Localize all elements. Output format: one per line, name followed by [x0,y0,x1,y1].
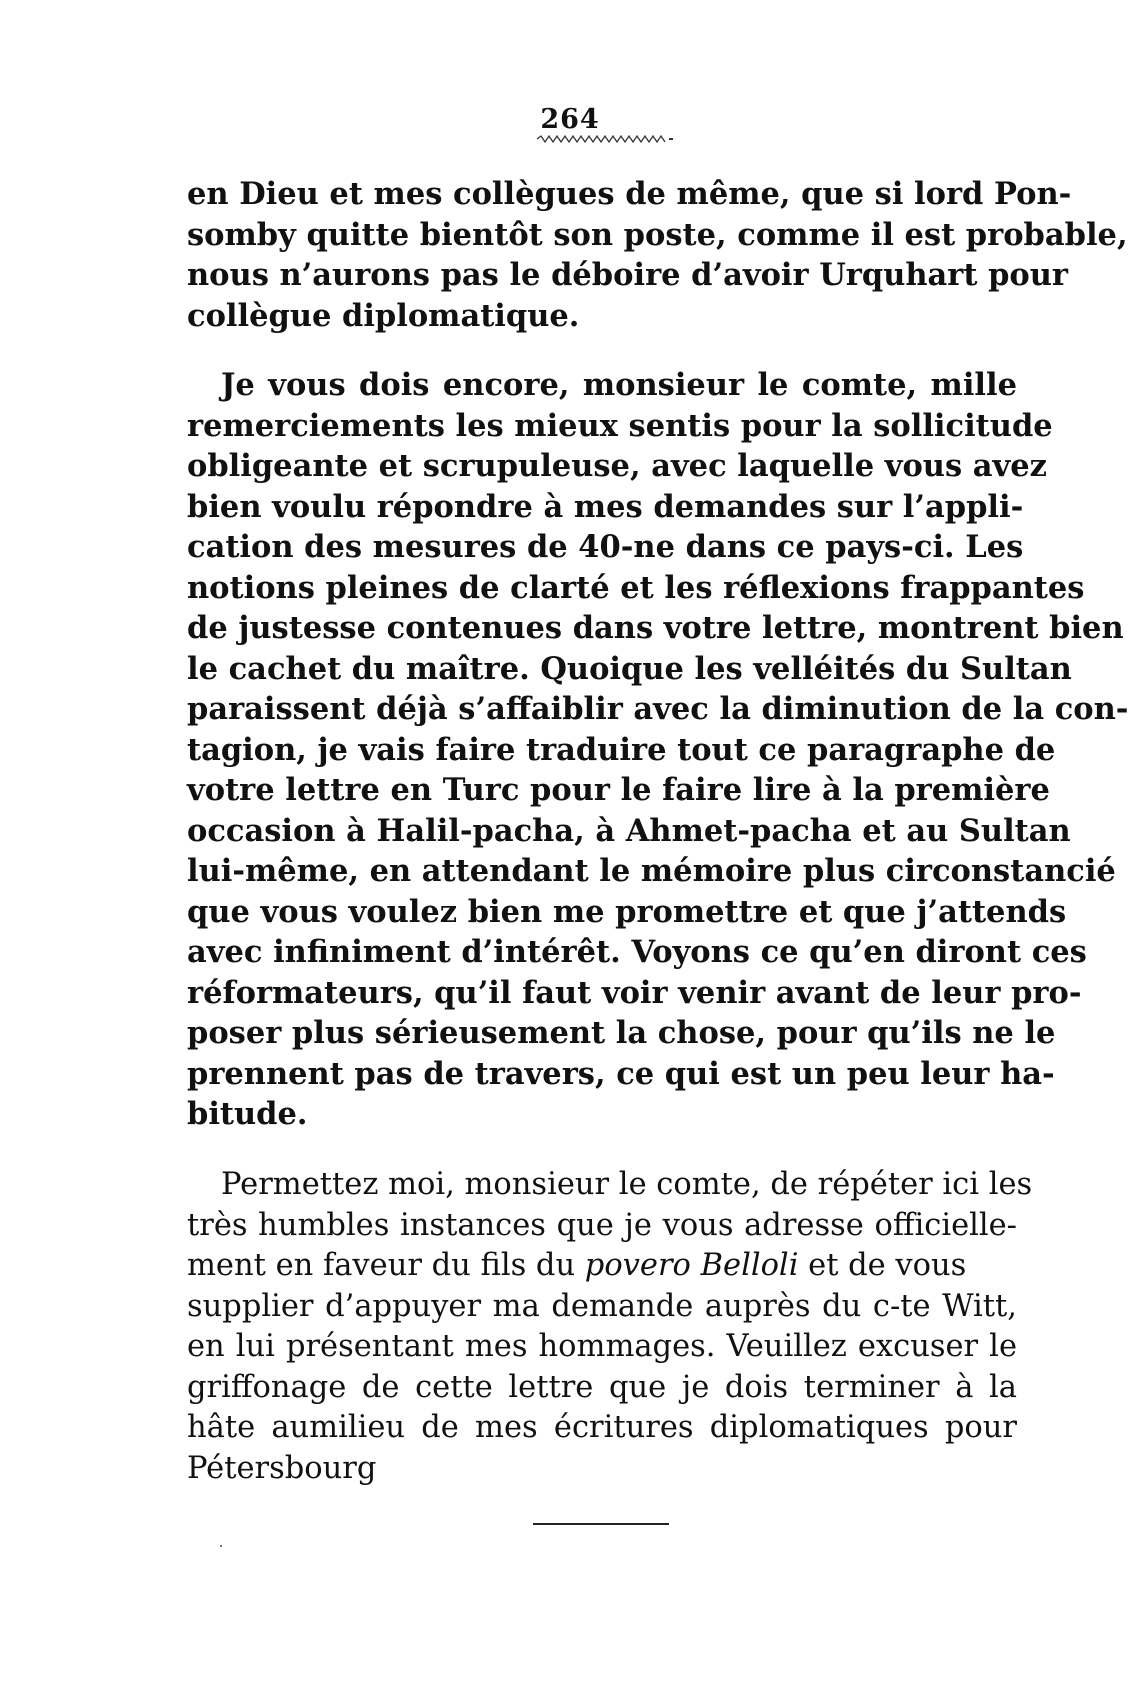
page-number-ornament [535,134,675,144]
text-line: nous n’aurons pas le déboire d’avoir Urquhart pour [187,257,1069,293]
paragraph-2 [187,365,1129,1135]
text-line: avec infiniment d’intérêt. Voyons ce qu’en diront ces [187,934,1087,970]
text-line: votre lettre en Turc pour le faire lire à la première [187,772,1050,808]
text-line: hâte aumilieu de mes écritures diplomatiques pour [187,1410,1017,1445]
text-line: collègue diplomatique. [187,297,580,334]
text-line: occasion à Halil-pacha, à Ahmet-pacha et au Sultan [187,812,1071,849]
text-line: bien voulu répondre à mes demandes sur l’appli- [187,488,1024,525]
text-line: somby quitte bientôt son poste, comme il est probable, [187,216,1128,253]
text-line: griffonage de cette lettre que je dois terminer à la [187,1369,1017,1405]
italic-name: povero Belloli [584,1248,799,1283]
scan-speck [220,1545,222,1547]
text-line: très humbles instances que je vous adresse officielle- [187,1207,1017,1243]
text-line: supplier d’appuyer ma demande auprès du c-te Witt, [187,1288,1017,1324]
line-segment: ment en faveur du fils du [187,1248,585,1283]
text-line: en Dieu et mes collègues de même, que si lord Pon- [187,176,1072,212]
text-line: prennent pas de travers, ce qui est un peu leur ha- [187,1055,1055,1092]
text-line: lui-même, en attendant le mémoire plus circonstancié [187,853,1116,889]
text-line: poser plus sérieusement la chose, pour qu’ils ne le [187,1015,1056,1051]
text-line: Je vous dois encore, monsieur le comte, mille [221,367,1017,403]
text-line: Pétersbourg [187,1450,377,1486]
text-line: cation des mesures de 40-ne dans ce pays-ci. Les [187,529,1024,565]
text-line: que vous voulez bien me promettre et que j’attends [187,893,1067,930]
line-segment: et de vous [798,1248,967,1283]
paragraph-3 [187,1165,1033,1489]
text-line-with-italic [187,1246,1017,1287]
paragraph-1 [187,174,1128,336]
text-line: remerciements les mieux sentis pour la sollicitude [187,407,1053,444]
text-line: de justesse contenues dans votre lettre, montrent bien [187,610,1124,646]
text-line: Permettez moi, monsieur le comte, de répéter ici les [221,1167,1033,1202]
text-line: notions pleines de clarté et les réflexions frappantes [187,569,1085,606]
text-line: bitude. [187,1096,308,1132]
text-line: paraissent déjà s’affaiblir avec la diminution de la con- [187,691,1129,727]
text-line: réformateurs, qu’il faut voir venir avant de leur pro- [187,974,1082,1011]
text-line: tagion, je vais faire traduire tout ce paragraphe de [187,731,1056,768]
text-line: en lui présentant mes hommages. Veuillez excuser le [187,1329,1017,1364]
page-number: 264 [540,104,600,135]
text-line: le cachet du maître. Quoique les velléités du Sultan [187,650,1072,687]
text-line: obligeante et scrupuleuse, avec laquelle vous avez [187,448,1047,484]
closing-rule [533,1523,669,1525]
